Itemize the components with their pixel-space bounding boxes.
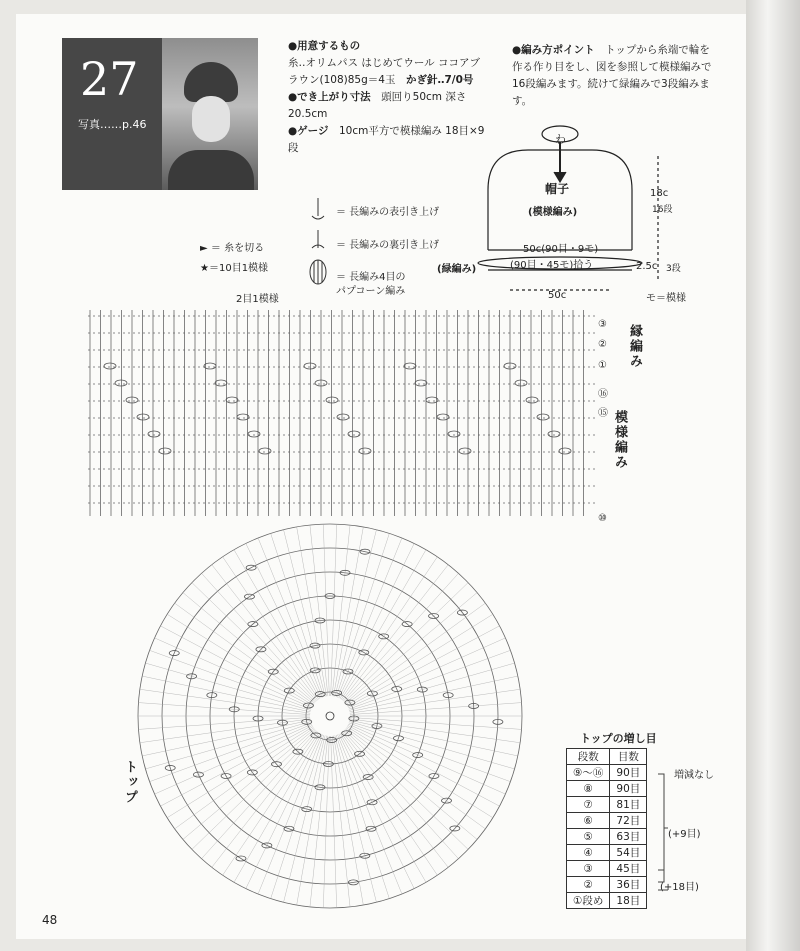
table-row: ⑥ 72目 [567,813,647,829]
schematic-pattern: (模様編み) [528,207,578,218]
back-post-icon [312,230,324,248]
chart-2st-label: 2目1模様 [236,294,279,305]
chart-top-label: トップ [122,760,137,805]
pattern-number: 27 [80,52,139,106]
schematic-edging: (緑編み) [437,264,477,275]
increase-table-title: トップの増し目 [580,732,657,745]
table-row: ④ 54目 [567,845,647,861]
size-line-2: 20.5cm [288,108,328,120]
schematic-edge-height: 2.5c [636,261,658,272]
increase-table [566,748,647,909]
table-row: ② 36目 [567,877,647,893]
photo-reference: 写真‥‥‥p.46 [78,118,147,131]
yarn-line-2: ラウン(108)85g＝4玉 かぎ針‥7/0号 [288,74,474,86]
table-brace [656,772,670,898]
schematic-height-rows: 16段 [652,205,673,215]
row-marker: ③ [598,319,607,330]
gauge-line-2: 段 [288,142,299,154]
legend-symbols [300,196,330,296]
body-shape [168,150,254,190]
table-row: ⑧ 90目 [567,781,647,797]
hat-schematic [470,120,700,310]
materials-heading: ●用意するもの [288,40,361,52]
points-section [512,42,724,110]
table-row: ①段め 18目 [567,893,647,909]
increase-9-note: (+9目) [668,829,701,840]
points-line-4: す。 [512,95,533,107]
legend-bp: ＝ 長編みの裏引き上げ [336,240,440,251]
yarn-line-1: 糸‥オリムパス はじめてウール ココアブ [288,57,480,69]
legend-cut: ► ＝ 糸を切る [200,243,265,254]
gauge-line: ●ゲージ 10cm平方で模様編み 18目×9 [288,125,485,137]
header-rows: 段数 [567,749,610,765]
row-marker: ① [598,360,607,371]
points-line-1: ●編み方ポイント トップから糸端で輪を [512,44,710,56]
schematic-width: 50c [548,290,567,301]
schematic-edge-rows: 3段 [666,264,681,274]
size-line: ●でき上がり寸法 頭回り50cm 深さ [288,91,467,103]
legend-fp: ＝ 長編みの表引き上げ [336,207,440,218]
table-row: ⑨〜⑯ 90目 [567,765,647,781]
schematic-motif: モ＝模様 [646,293,686,304]
materials-section [288,38,498,157]
schematic-title: 帽子 [545,182,570,196]
row-marker: ⑯ [598,389,608,400]
chart-pattern-label: 模様編み [612,410,627,470]
increase-18-note: (+18目) [660,882,699,893]
points-line-3: 16段編みます。続けて緑編みで3段編みま [512,78,710,90]
chart-edging-label: 縁編み [627,324,642,369]
table-row: ⑤ 63目 [567,829,647,845]
schematic-height: 18c [650,188,669,199]
table-row: ⑦ 81目 [567,797,647,813]
legend-popcorn-2: パプコーン編み [336,286,406,297]
no-change-note: 増減なし [674,770,714,781]
table-header-row [567,749,647,765]
points-line-2: 作る作り目をし、図を参照して模様編みで [512,61,712,73]
legend-star: ★＝10目1模様 [200,263,269,274]
book-gutter [746,0,800,951]
crochet-chart [80,296,640,916]
header-stitches: 目数 [610,749,647,765]
row-marker: ② [598,339,607,350]
face-shape [192,96,230,142]
model-photo [162,38,258,190]
front-post-icon [312,198,324,219]
row-marker: ⑩ [598,513,607,524]
schematic-count-1: 50c(90目・9モ) [523,244,599,255]
pattern-number-box [62,38,162,190]
table-row: ③ 45目 [567,861,647,877]
page-number: 48 [42,913,58,927]
schematic-count-2: (90目・45モ)拾う [510,260,594,271]
legend-popcorn-1: ＝ 長編み4目の [336,272,406,283]
row-marker: ⑮ [598,408,608,419]
cut-icon: ► [200,243,208,254]
schematic-ring: わ [555,133,566,146]
